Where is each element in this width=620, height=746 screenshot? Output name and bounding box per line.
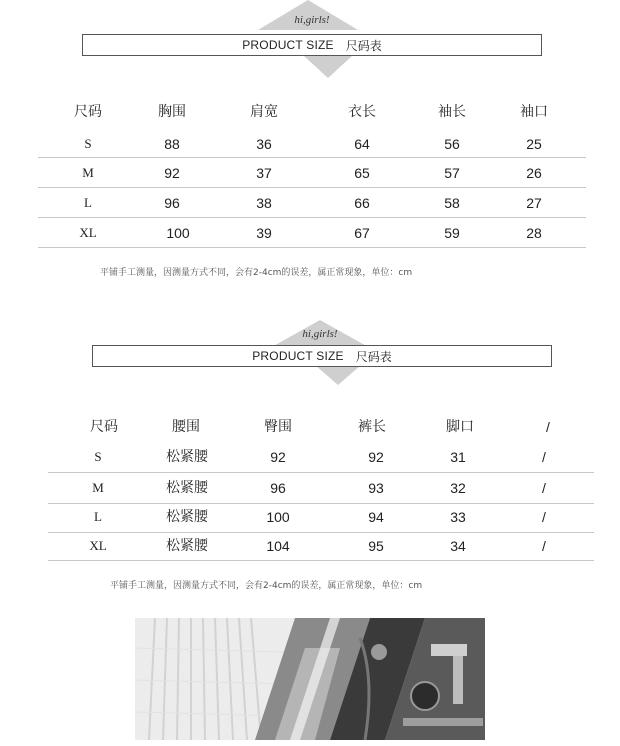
- value-cell: 25: [526, 136, 542, 152]
- value-cell: 59: [444, 225, 460, 241]
- value-cell: 33: [450, 509, 466, 525]
- table-header-row: [48, 412, 594, 442]
- value-cell: 94: [368, 509, 384, 525]
- value-cell: 57: [444, 165, 460, 181]
- value-cell: 92: [368, 449, 384, 465]
- table-row: [48, 531, 594, 561]
- header-cell: 衣长: [348, 104, 376, 120]
- size-cell: L: [84, 195, 92, 210]
- size-cell: M: [82, 165, 94, 180]
- collage-graphic: [135, 618, 485, 740]
- value-cell: 96: [270, 480, 286, 496]
- value-cell: 92: [270, 449, 286, 465]
- value-cell: 松紧腰: [166, 538, 208, 554]
- value-cell: 100: [266, 509, 290, 525]
- value-cell: /: [542, 449, 546, 465]
- value-cell: /: [542, 538, 546, 554]
- tops-size-table: [38, 97, 586, 247]
- title-english: PRODUCT SIZE: [252, 349, 344, 363]
- value-cell: 34: [450, 538, 466, 554]
- value-cell: 93: [368, 480, 384, 496]
- title-chinese: 尺码表: [355, 349, 392, 364]
- value-cell: 65: [354, 165, 370, 181]
- size-cell: XL: [89, 538, 107, 553]
- header-cell: 胸围: [158, 104, 186, 120]
- header-cell: 袖口: [520, 104, 548, 120]
- value-cell: /: [542, 480, 546, 496]
- value-cell: 96: [164, 195, 180, 211]
- measurement-note: 平铺手工测量，因测量方式不同，会有2-4cm的误差，属正常现象，单位：cm: [110, 581, 423, 591]
- header-cell: 袖长: [438, 104, 466, 120]
- size-cell: M: [92, 480, 104, 495]
- row-divider: [48, 560, 594, 561]
- tagline: hi,girls!: [302, 328, 338, 340]
- pants-size-section: [0, 318, 620, 598]
- value-cell: 66: [354, 195, 370, 211]
- value-cell: 39: [256, 225, 272, 241]
- fashion-collage-image: [135, 618, 485, 740]
- size-cell: S: [84, 136, 92, 151]
- size-table-title: [82, 34, 542, 56]
- header-cell: 臀围: [264, 419, 292, 435]
- header-cell: 脚口: [446, 419, 474, 435]
- table-row: [38, 218, 586, 248]
- value-cell: 56: [444, 136, 460, 152]
- size-cell: S: [94, 449, 102, 464]
- table-row: [38, 188, 586, 218]
- value-cell: 31: [450, 449, 466, 465]
- value-cell: 37: [256, 165, 272, 181]
- size-cell: L: [94, 509, 102, 524]
- value-cell: 88: [164, 136, 180, 152]
- header-cell: 肩宽: [250, 104, 278, 120]
- value-cell: 92: [164, 165, 180, 181]
- value-cell: 27: [526, 195, 542, 211]
- value-cell: 松紧腰: [166, 509, 208, 525]
- title-chinese: 尺码表: [345, 38, 382, 53]
- value-cell: /: [542, 509, 546, 525]
- value-cell: 松紧腰: [166, 449, 208, 465]
- header-cell: /: [546, 419, 550, 435]
- tagline: hi,girls!: [294, 14, 330, 26]
- value-cell: 26: [526, 165, 542, 181]
- header-cell: 尺码: [90, 419, 118, 435]
- row-divider: [38, 247, 586, 248]
- measurement-note: 平铺手工测量，因测量方式不同，会有2-4cm的误差，属正常现象，单位：cm: [100, 268, 413, 278]
- size-cell: XL: [79, 225, 97, 240]
- value-cell: 100: [166, 225, 190, 241]
- value-cell: 58: [444, 195, 460, 211]
- table-row: [48, 442, 594, 472]
- value-cell: 36: [256, 136, 272, 152]
- value-cell: 104: [266, 538, 290, 554]
- value-cell: 64: [354, 136, 370, 152]
- value-cell: 28: [526, 225, 542, 241]
- table-header-row: [38, 97, 586, 127]
- pants-size-table: [48, 412, 594, 562]
- value-cell: 67: [354, 225, 370, 241]
- size-table-title: [92, 345, 552, 367]
- value-cell: 38: [256, 195, 272, 211]
- table-row: [38, 129, 586, 159]
- header-cell: 腰围: [172, 419, 200, 435]
- value-cell: 32: [450, 480, 466, 496]
- tops-size-section: [0, 0, 620, 300]
- header-cell: 裤长: [358, 419, 386, 435]
- table-row: [38, 158, 586, 188]
- title-english: PRODUCT SIZE: [242, 38, 334, 52]
- value-cell: 松紧腰: [166, 480, 208, 496]
- table-row: [48, 502, 594, 532]
- value-cell: 95: [368, 538, 384, 554]
- table-row: [48, 473, 594, 503]
- header-cell: 尺码: [74, 104, 102, 120]
